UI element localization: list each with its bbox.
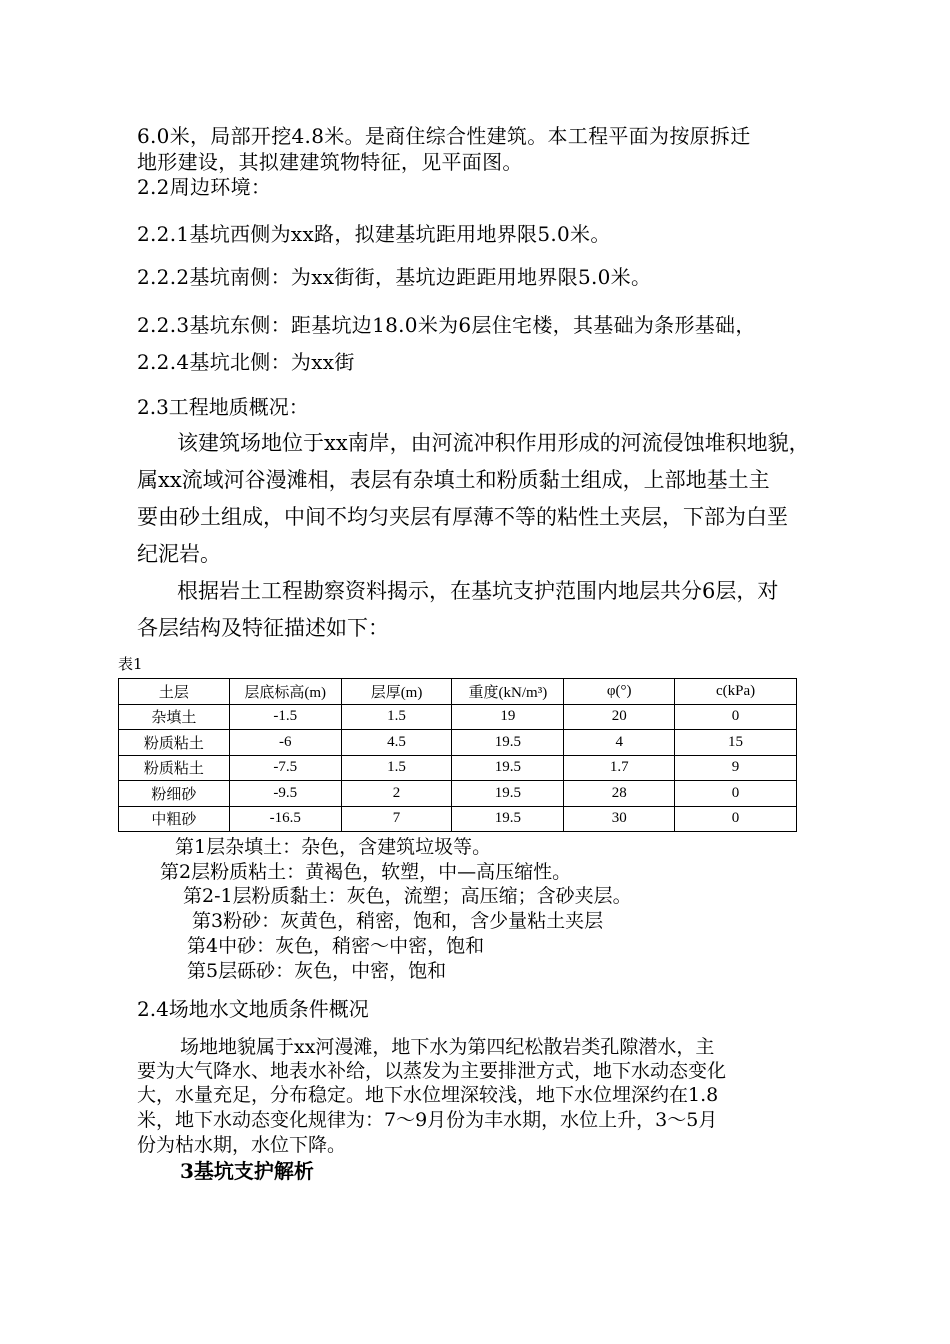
- paragraph-line: 根据岩土工程勘察资料揭示，在基坑支护范围内地层共分6层，对: [177, 579, 779, 603]
- table-row: [119, 806, 797, 832]
- table-cell: -1.5: [229, 704, 341, 730]
- table-cell: -9.5: [229, 781, 341, 807]
- table-header-cell: 重度(kN/m³): [452, 679, 564, 705]
- text-line: 2.2.2基坑南侧：为xx街街，基坑边距距用地界限5.0米。: [137, 265, 652, 289]
- table-header-cell: 土层: [119, 679, 230, 705]
- table-cell: 1.5: [341, 755, 452, 781]
- table-cell: 20: [564, 704, 675, 730]
- text-line: 2.2.4基坑北侧：为xx街: [137, 350, 355, 374]
- table-cell: 1.5: [341, 704, 452, 730]
- table-row: [119, 704, 797, 730]
- table-cell: 19.5: [452, 806, 564, 832]
- table-row: [119, 781, 797, 807]
- table-cell: 杂填土: [119, 704, 230, 730]
- table-cell: 粉质粘土: [119, 755, 230, 781]
- layer-description: 第4中砂：灰色，稍密～中密，饱和: [187, 935, 485, 957]
- table-cell: 1.7: [564, 755, 675, 781]
- paragraph-line: 该建筑场地位于xx南岸，由河流冲积作用形成的河流侵蚀堆积地貌，: [177, 431, 810, 455]
- table-cell: -7.5: [229, 755, 341, 781]
- table-cell: 0: [675, 806, 797, 832]
- table-header-cell: 层底标高(m): [229, 679, 341, 705]
- layer-description: 第1层杂填土：杂色，含建筑垃圾等。: [175, 836, 492, 858]
- text-line: 6.0米，局部开挖4.8米。是商住综合性建筑。本工程平面为按原拆迁: [137, 124, 751, 148]
- table-cell: 粉细砂: [119, 781, 230, 807]
- table-cell: 2: [341, 781, 452, 807]
- table-cell: 19.5: [452, 781, 564, 807]
- paragraph-line: 场地地貌属于xx河漫滩，地下水为第四纪松散岩类孔隙潜水，主: [180, 1036, 715, 1058]
- table-header-row: [119, 679, 797, 705]
- table-header-cell: 层厚(m): [341, 679, 452, 705]
- paragraph-line: 各层结构及特征描述如下：: [137, 616, 389, 640]
- section-heading: 2.4场地水文地质条件概况: [137, 997, 369, 1021]
- paragraph-line: 大，水量充足，分布稳定。地下水位埋深较浅，地下水位埋深约在1.8: [137, 1084, 719, 1106]
- table-header-cell: c(kPa): [675, 679, 797, 705]
- table-cell: 0: [675, 781, 797, 807]
- table-cell: 4.5: [341, 730, 452, 756]
- table-cell: 粉质粘土: [119, 730, 230, 756]
- layer-description: 第5层砾砂：灰色，中密，饱和: [187, 960, 447, 982]
- text-line: 地形建设，其拟建建筑物特征，见平面图。: [137, 150, 523, 174]
- table-cell: 中粗砂: [119, 806, 230, 832]
- text-line: 2.2.3基坑东侧：距基坑边18.0米为6层住宅楼，其基础为条形基础，: [137, 313, 756, 337]
- section-heading: 2.2周边环境：: [137, 175, 272, 199]
- table-caption: 表1: [118, 655, 143, 673]
- table-cell: 7: [341, 806, 452, 832]
- table-cell: 28: [564, 781, 675, 807]
- table-cell: 19.5: [452, 730, 564, 756]
- table-header-cell: φ(°): [564, 679, 675, 705]
- table-row: [119, 755, 797, 781]
- table-cell: 15: [675, 730, 797, 756]
- paragraph-line: 份为枯水期，水位下降。: [137, 1134, 347, 1156]
- table-cell: 30: [564, 806, 675, 832]
- paragraph-line: 米，地下水动态变化规律为：7～9月份为丰水期，水位上升，3～5月: [137, 1109, 718, 1131]
- section-heading: 3基坑支护解析: [180, 1159, 314, 1183]
- paragraph-line: 纪泥岩。: [137, 542, 221, 566]
- layer-description: 第2-1层粉质黏土：灰色，流塑；高压缩；含砂夹层。: [183, 885, 632, 907]
- section-heading: 2.3工程地质概况：: [137, 395, 309, 419]
- paragraph-line: 属xx流域河谷漫滩相，表层有杂填土和粉质黏土组成，上部地基土主: [137, 468, 770, 492]
- table-cell: 4: [564, 730, 675, 756]
- table-row: [119, 730, 797, 756]
- layer-description: 第3粉砂：灰黄色，稍密，饱和，含少量粘土夹层: [192, 910, 604, 932]
- text-line: 2.2.1基坑西侧为xx路，拟建基坑距用地界限5.0米。: [137, 222, 611, 246]
- table-cell: 0: [675, 704, 797, 730]
- table-cell: 19.5: [452, 755, 564, 781]
- layer-description: 第2层粉质粘土：黄褐色，软塑，中—高压缩性。: [160, 861, 572, 883]
- table-cell: -16.5: [229, 806, 341, 832]
- table-cell: 19: [452, 704, 564, 730]
- paragraph-line: 要为大气降水、地表水补给，以蒸发为主要排泄方式，地下水动态变化: [137, 1060, 727, 1082]
- soil-table: [118, 678, 797, 832]
- table-cell: 9: [675, 755, 797, 781]
- table-cell: -6: [229, 730, 341, 756]
- paragraph-line: 要由砂土组成，中间不均匀夹层有厚薄不等的粘性土夹层，下部为白垩: [137, 505, 788, 529]
